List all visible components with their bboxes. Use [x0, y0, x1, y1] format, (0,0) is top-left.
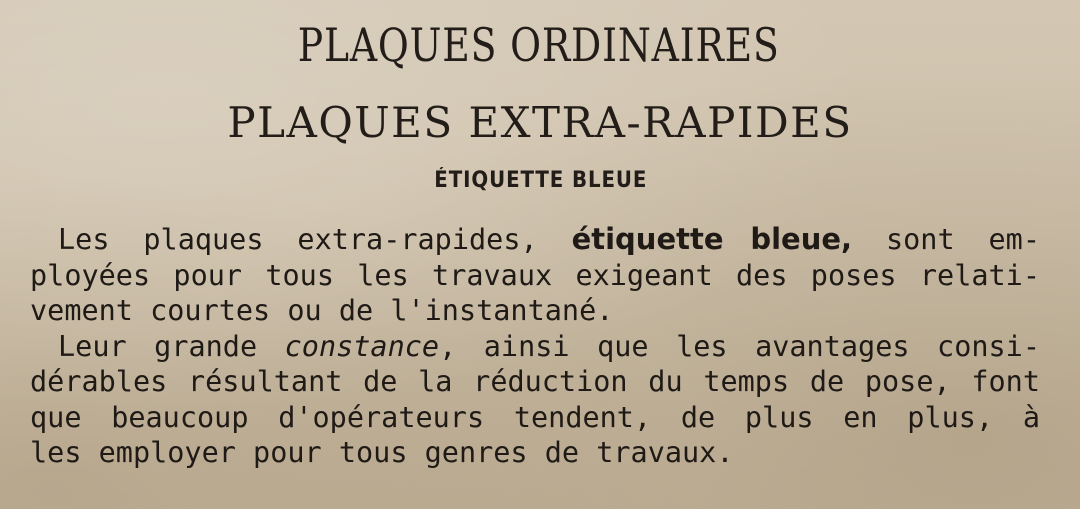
paragraph-2-line-4: les employer pour tous genres de travaux.	[30, 436, 734, 469]
page-subtitle: PLAQUES EXTRA-RAPIDES	[227, 98, 853, 147]
body-text	[30, 222, 1040, 471]
label-heading: ÉTIQUETTE BLEUE	[434, 168, 648, 193]
text-segment: Les plaques extra-rapides,	[58, 223, 572, 256]
italic-text: constance	[284, 329, 440, 363]
paragraph-2-line-3: que beaucoup d'opérateurs tendent, de plus en plus, à	[30, 400, 1040, 434]
page-title: PLAQUES ORDINAIRES	[297, 18, 780, 72]
paragraph-2-line-2: dérables résultant de la réduction du temps de pose, font	[30, 365, 1040, 398]
bold-text: étiquette bleue,	[571, 222, 853, 256]
paragraph-1-line-2: ployées pour tous les travaux exigeant des poses relati-	[30, 258, 1040, 292]
text-segment: Leur grande	[58, 329, 285, 363]
paragraph-1-line-1	[30, 222, 1040, 258]
paragraph-2-line-1	[30, 329, 1040, 365]
paragraph-1-line-3: vement courtes ou de l'instantané.	[30, 294, 614, 327]
text-segment: sont em-	[852, 223, 1041, 256]
text-segment: , ainsi que les avantages consi-	[439, 329, 1040, 363]
